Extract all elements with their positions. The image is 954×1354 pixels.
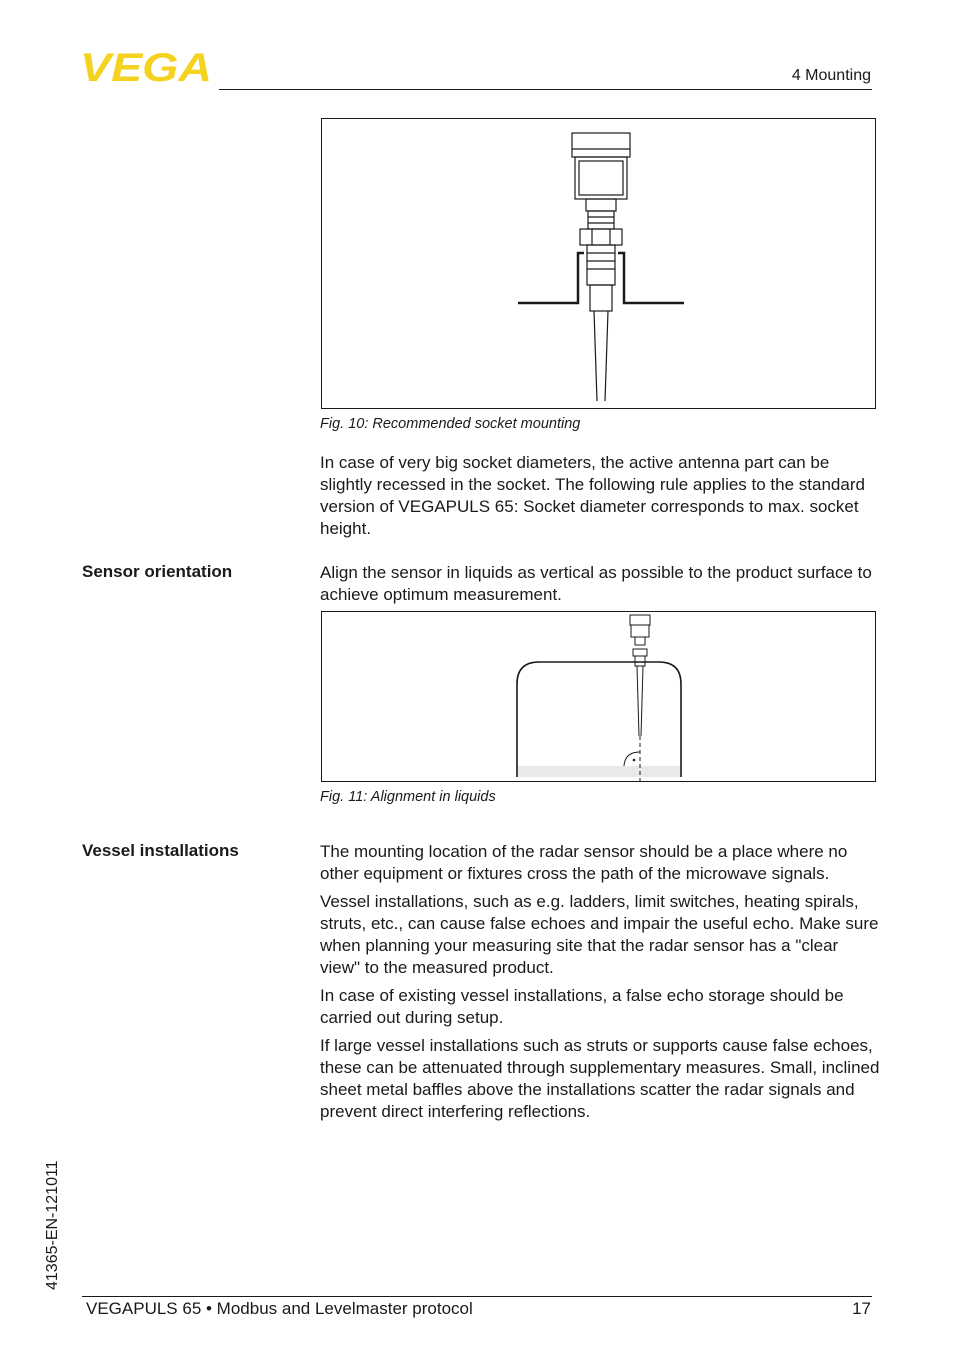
vessel-paragraph: The mounting location of the radar sensor should be a place where no other equipment or fixtures cross the path of the microwave signals. [320,842,848,883]
section-title: 4 Mounting [791,67,871,84]
vega-logo [80,50,214,84]
page-number: 17 [852,1299,871,1318]
socket-mounting-illustration [322,119,875,408]
vessel-paragraph: Vessel installations, such as e.g. ladders, limit switches, heating spirals, struts, etc., can cause false echoes and impair the useful echo. Make sure when planning your measuring site that the radar sensor has a "clear view" to the measured product. [320,892,879,977]
footer-title: VEGAPULS 65 • Modbus and Levelmaster protocol [86,1299,473,1318]
alignment-illustration [322,612,875,781]
figure-11-caption: Fig. 11: Alignment in liquids [320,789,496,805]
vessel-installations-heading: Vessel installations [82,841,239,860]
vessel-installations-text [320,841,880,1129]
document-id: 41365-EN-121011 [44,1160,61,1290]
figure-socket-mounting [321,118,876,409]
figure-10-caption: Fig. 10: Recommended socket mounting [320,416,581,432]
sensor-orientation-text: Align the sensor in liquids as vertical as possible to the product surface to achieve optimum measurement. [320,563,872,604]
footer-rule [82,1296,872,1297]
vessel-paragraph: If large vessel installations such as struts or supports cause false echoes, these can be attenuated through supplementary measures. Small, inclined sheet metal baffles above the installations scatter the radar signals and prevent direct interfering reflections. [320,1036,880,1121]
sensor-orientation-heading: Sensor orientation [82,562,233,581]
header-rule [219,89,872,90]
svg-text:VEGA: VEGA [80,50,212,84]
socket-diameter-paragraph: In case of very big socket diameters, the active antenna part can be slightly recessed in the socket. The following rule applies to the standard version of VEGAPULS 65: Socket diameter corresponds to max. socket height. [320,453,865,538]
figure-alignment-liquids [321,611,876,782]
vessel-paragraph: In case of existing vessel installations, a false echo storage should be carried out during setup. [320,986,844,1027]
